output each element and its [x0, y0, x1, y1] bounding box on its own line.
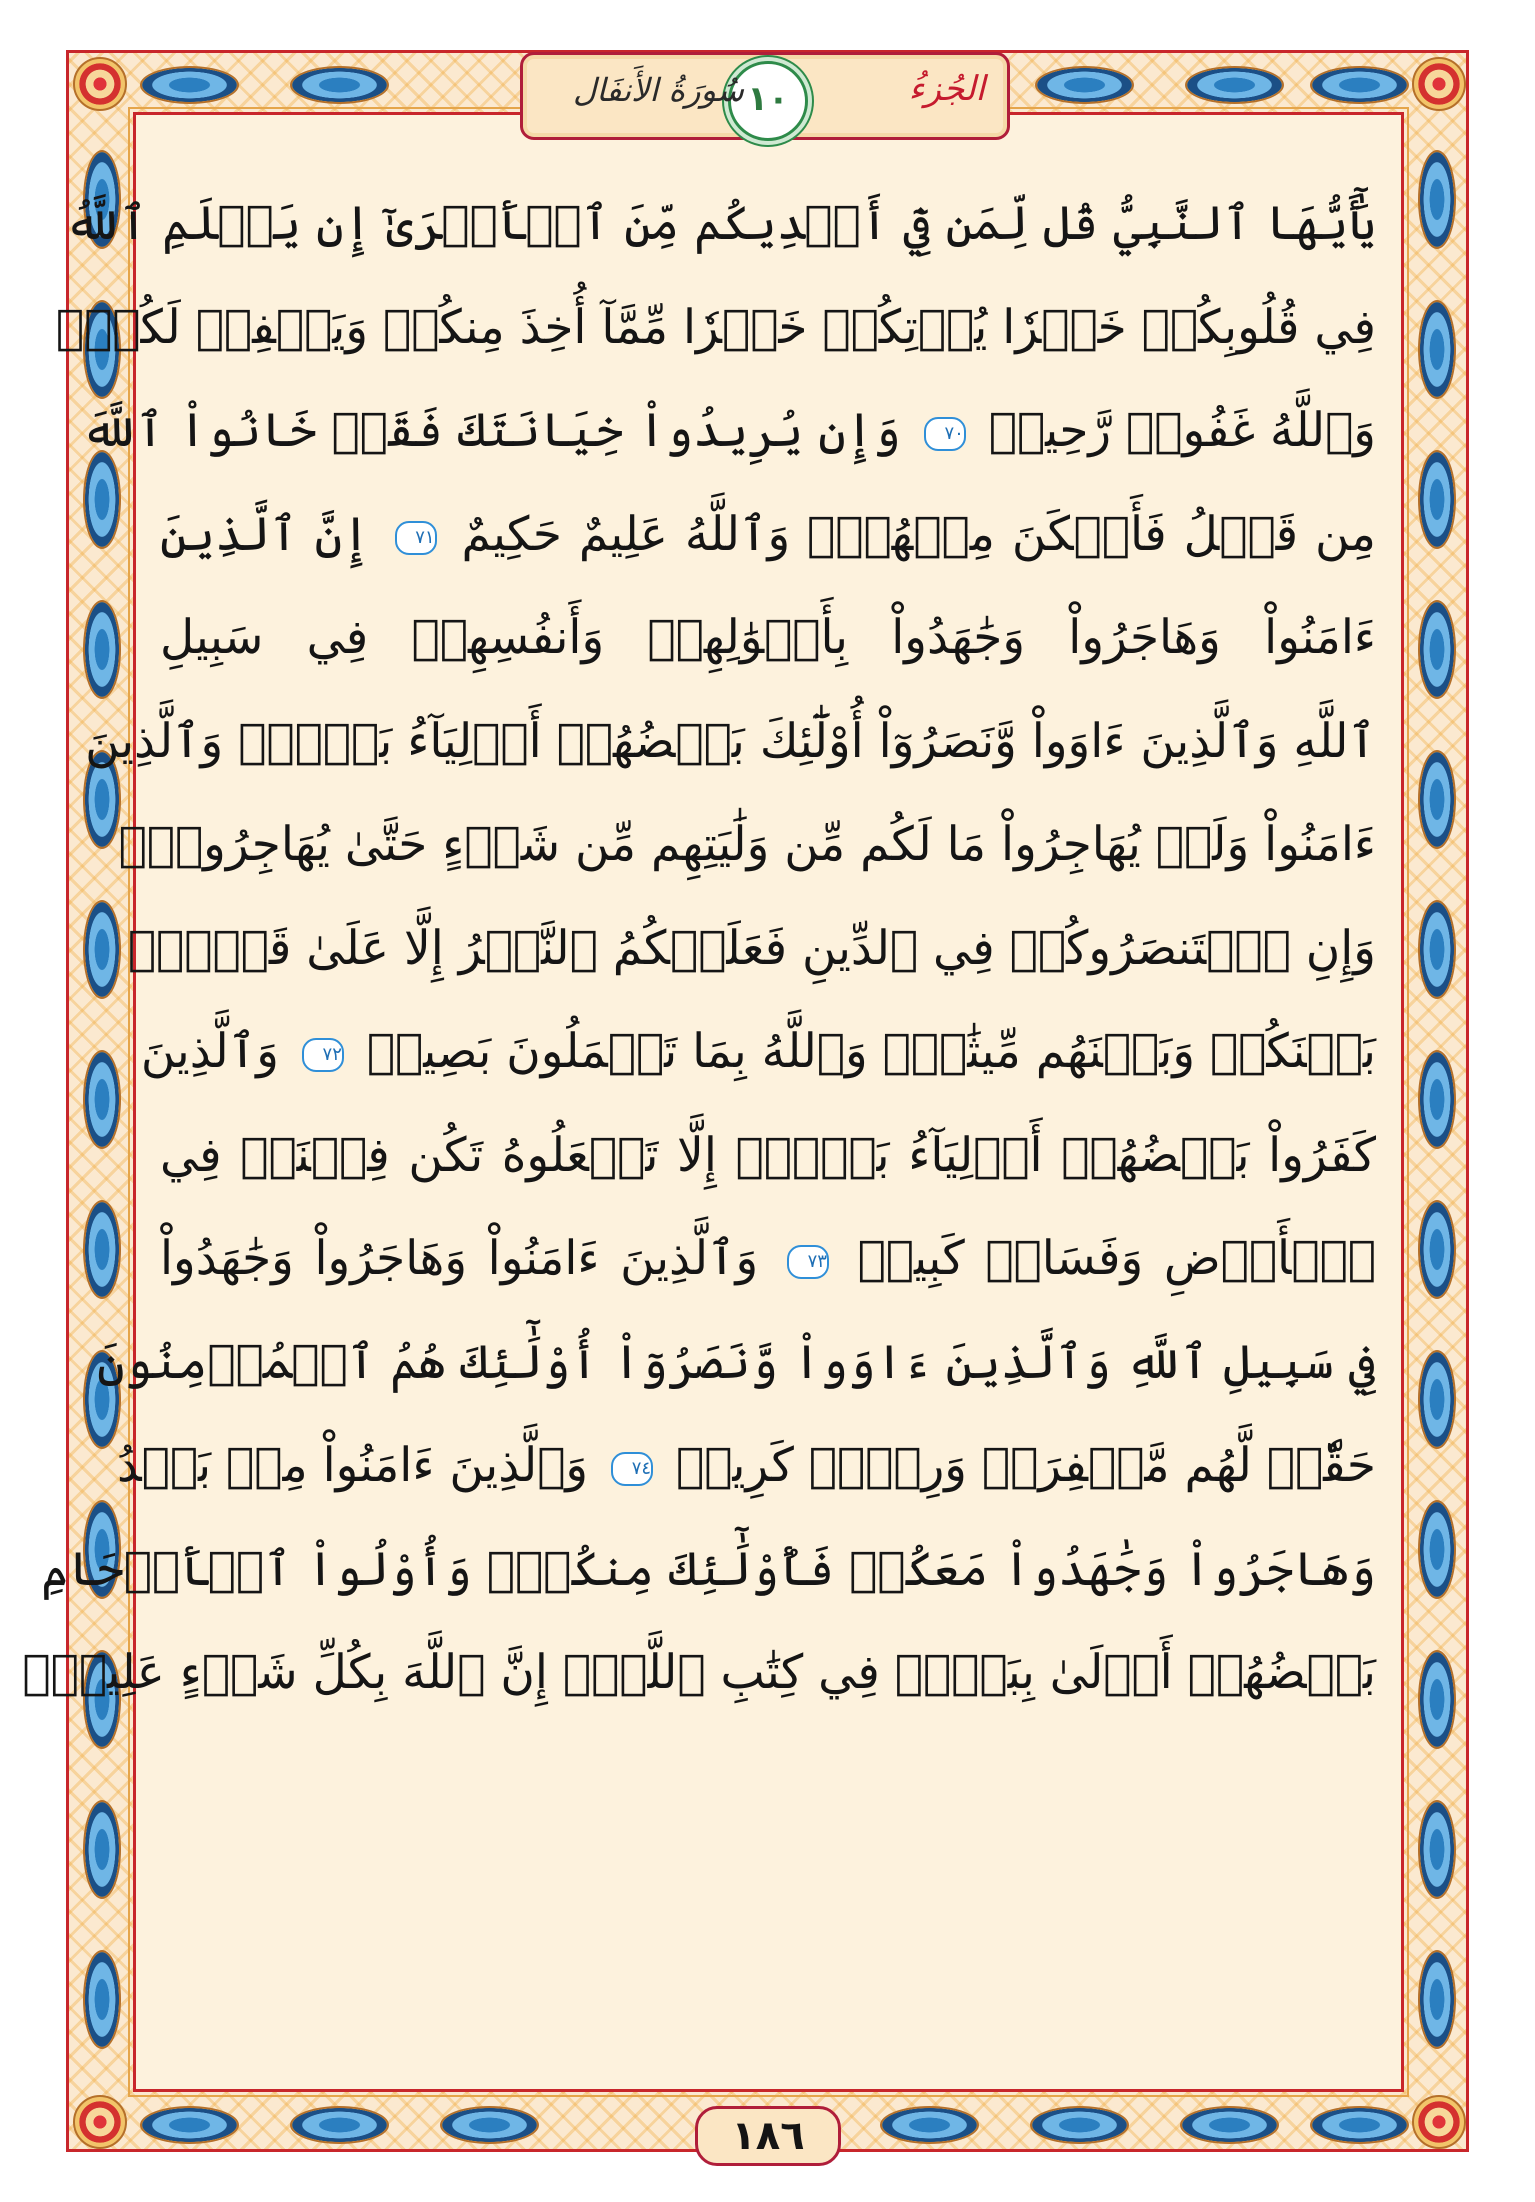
left-cartouche-icon: [83, 1050, 121, 1149]
right-cartouche-icon: [1418, 750, 1456, 849]
verse-text: وَٱلَّذِينَ ءَامَنُواْ مِنۢ بَعۡدُ: [116, 1438, 589, 1493]
bottom-cartouche-icon: [880, 2106, 979, 2144]
text-line: [85, 690, 1376, 794]
text-line: [55, 276, 1376, 380]
surah-title: سُورَةُ الأَنفَال: [573, 71, 744, 109]
top-cartouche-icon: [1185, 66, 1284, 104]
verse-text: ٱلۡأَرۡضِ وَفَسَادٞ كَبِيرٞ: [857, 1231, 1376, 1286]
verse-text: حَقّٗاۚ لَّهُم مَّغۡفِرَةٞ وَرِزۡقٞ كَرِيمٞ: [676, 1438, 1376, 1493]
verse-text: وَٱللَّهُ غَفُورٞ رَّحِيمٞ: [988, 403, 1376, 458]
top-cartouche-icon: [1310, 66, 1409, 104]
corner-rosette-icon: [73, 2095, 127, 2149]
text-line: [160, 1207, 1376, 1311]
bottom-cartouche-icon: [1310, 2106, 1409, 2144]
left-cartouche-icon: [83, 1200, 121, 1299]
verse-text: بَعۡضُهُمۡ أَوۡلَىٰ بِبَعۡضٖ فِي كِتَٰبِ ٱللَّهِۚ إِنَّ ٱللَّهَ بِكُلِّ شَيۡءٍ عَلِيمُۢ: [22, 1645, 1376, 1700]
left-cartouche-icon: [83, 900, 121, 999]
text-line: [160, 1104, 1376, 1208]
verse-text: وَإِنِ ٱسۡتَنصَرُوكُمۡ فِي ٱلدِّينِ فَعَلَيۡكُمُ ٱلنَّصۡرُ إِلَّا عَلَىٰ قَوۡمِۭ: [127, 920, 1376, 976]
right-cartouche-icon: [1418, 1200, 1456, 1299]
bottom-cartouche-icon: [1180, 2106, 1279, 2144]
ayah-number-marker: ٧٤: [611, 1452, 653, 1486]
text-line: [81, 379, 1376, 483]
verse-text: ءَامَنُواْ وَلَمۡ يُهَاجِرُواْ مَا لَكُم مِّن وَلَٰيَتِهِم مِّن شَيۡءٍ حَتَّىٰ يُهَاجِرُواْۚ: [118, 817, 1376, 872]
right-cartouche-icon: [1418, 150, 1456, 249]
page-number: ١٨٦: [695, 2106, 841, 2166]
right-cartouche-icon: [1418, 900, 1456, 999]
right-cartouche-icon: [1418, 300, 1456, 399]
right-cartouche-icon: [1418, 450, 1456, 549]
bottom-cartouche-icon: [440, 2106, 539, 2144]
text-line: [97, 1311, 1376, 1415]
verse-text: فِي سَبِيلِ ٱللَّهِ وَٱلَّذِينَ ءَاوَواْ وَّنَصَرُوٓاْ أُوْلَٰٓئِكَ هُمُ ٱلۡمُؤۡمِنُونَ: [97, 1334, 1376, 1390]
text-line: [64, 172, 1376, 276]
quran-text: [22, 172, 1376, 1725]
corner-rosette-icon: [1412, 57, 1466, 111]
text-line: [140, 1000, 1376, 1104]
verse-text: بَيۡنَكُمۡ وَبَيۡنَهُم مِّيثَٰقٞۗ وَٱللَّهُ بِمَا تَعۡمَلُونَ بَصِيرٞ: [366, 1024, 1376, 1079]
juz-label: الجُزءُ: [908, 69, 985, 109]
corner-rosette-icon: [73, 57, 127, 111]
text-line: [127, 897, 1376, 1001]
text-line: [160, 586, 1376, 690]
left-cartouche-icon: [83, 1950, 121, 2049]
right-cartouche-icon: [1418, 1350, 1456, 1449]
top-cartouche-icon: [290, 66, 389, 104]
top-cartouche-icon: [140, 66, 239, 104]
ayah-number-marker: ٧١: [395, 521, 437, 555]
bottom-cartouche-icon: [140, 2106, 239, 2144]
text-line: [160, 483, 1376, 587]
text-line: [41, 1518, 1376, 1622]
verse-text: فِي قُلُوبِكُمۡ خَيۡرٗا يُؤۡتِكُمۡ خَيۡرٗا مِّمَّآ أُخِذَ مِنكُمۡ وَيَغۡفِرۡ لَكُمۡۚ: [55, 299, 1376, 355]
bottom-cartouche-icon: [290, 2106, 389, 2144]
right-cartouche-icon: [1418, 1800, 1456, 1899]
corner-rosette-icon: [1412, 2095, 1466, 2149]
top-cartouche-icon: [1035, 66, 1134, 104]
text-line: [22, 1621, 1376, 1725]
right-cartouche-icon: [1418, 1500, 1456, 1599]
right-cartouche-icon: [1418, 600, 1456, 699]
verse-text: ءَامَنُواْ وَهَاجَرُواْ وَجَٰهَدُواْ بِأَمۡوَٰلِهِمۡ وَأَنفُسِهِمۡ فِي سَبِيلِ: [160, 610, 1376, 665]
verse-text: كَفَرُواْ بَعۡضُهُمۡ أَوۡلِيَآءُ بَعۡضٍۚ إِلَّا تَفۡعَلُوهُ تَكُن فِتۡنَةٞ فِي: [160, 1127, 1376, 1183]
verse-text: إِنَّ ٱلَّذِينَ: [160, 506, 370, 562]
juz-number-badge: ١٠: [728, 61, 808, 141]
left-cartouche-icon: [83, 1800, 121, 1899]
left-cartouche-icon: [83, 600, 121, 699]
verse-text: وَٱلَّذِينَ: [140, 1024, 279, 1079]
verse-text: وَٱلَّذِينَ ءَامَنُواْ وَهَاجَرُواْ وَجَٰهَدُواْ: [160, 1231, 759, 1286]
text-line: [116, 1414, 1376, 1518]
text-line: [118, 793, 1376, 897]
verse-text: مِن قَبۡلُ فَأَمۡكَنَ مِنۡهُمۡۗ وَٱللَّهُ عَلِيمٌ حَكِيمٌ: [461, 506, 1376, 562]
ayah-number-marker: ٧٠: [924, 417, 966, 451]
verse-text: يَٰٓأَيُّهَا ٱلنَّبِيُّ قُل لِّمَن فِيٓ أَيۡدِيكُم مِّنَ ٱلۡأَسۡرَىٰٓ إِن يَعۡلَمِ ٱللَّهُ: [64, 196, 1376, 251]
ayah-number-marker: ٧٣: [787, 1245, 829, 1279]
verse-text: وَهَاجَرُواْ وَجَٰهَدُواْ مَعَكُمۡ فَأُوْلَٰٓئِكَ مِنكُمۡۚ وَأُوْلُواْ ٱلۡأَرۡحَامِ: [41, 1541, 1376, 1597]
right-cartouche-icon: [1418, 1050, 1456, 1149]
right-cartouche-icon: [1418, 1650, 1456, 1749]
bottom-cartouche-icon: [1030, 2106, 1129, 2144]
ayah-number-marker: ٧٢: [302, 1038, 344, 1072]
right-cartouche-icon: [1418, 1950, 1456, 2049]
page-header: [520, 52, 1010, 140]
verse-text: وَإِن يُرِيدُواْ خِيَانَتَكَ فَقَدۡ خَانُواْ ٱللَّهَ: [81, 403, 901, 458]
verse-text: ٱللَّهِ وَٱلَّذِينَ ءَاوَواْ وَّنَصَرُوٓاْ أُوْلَٰٓئِكَ بَعۡضُهُمۡ أَوۡلِيَآءُ بَعۡضٖۚ وَٱلَّذِينَ: [85, 713, 1376, 769]
